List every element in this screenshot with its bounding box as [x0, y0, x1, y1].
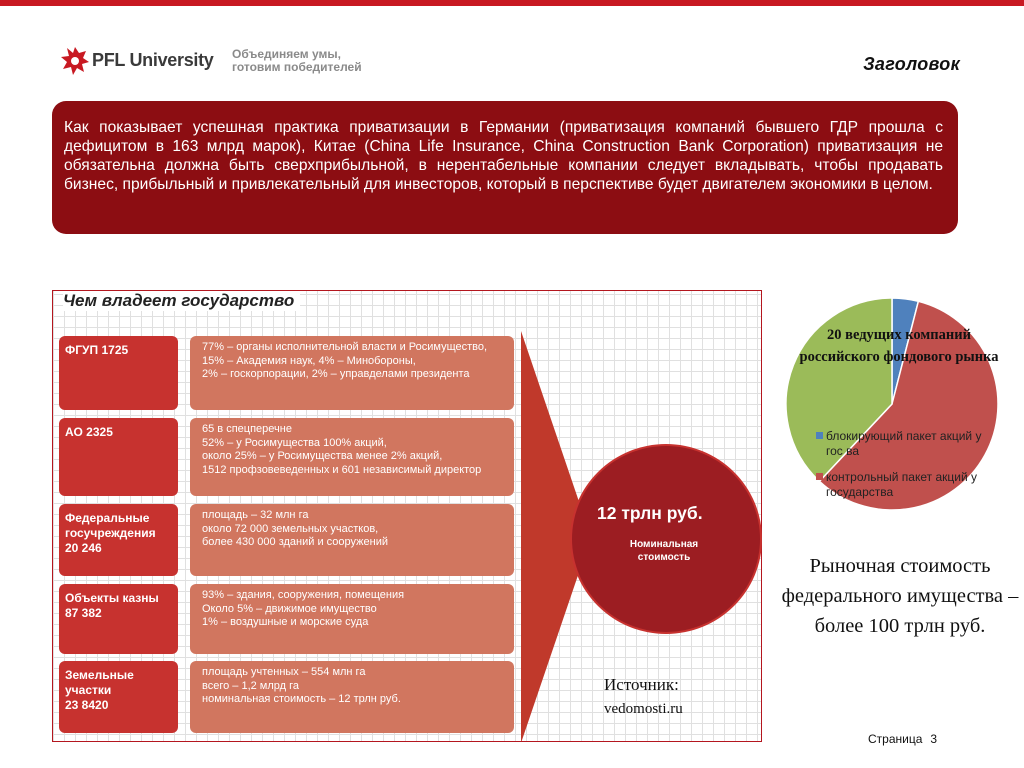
- legend-swatch: [816, 432, 823, 439]
- total-value: 12 трлн руб.: [597, 503, 703, 523]
- asset-detail-line: около 72 000 земельных участков,: [202, 522, 379, 535]
- asset-category: [59, 661, 178, 733]
- asset-details: [190, 661, 514, 733]
- asset-category-line: Федеральные: [65, 511, 150, 525]
- tagline-line: Объединяем умы,: [232, 47, 341, 61]
- page-number-value: 3: [930, 732, 938, 746]
- tagline: [232, 48, 362, 74]
- asset-details: [190, 504, 514, 576]
- asset-details: [190, 584, 514, 654]
- total-value-label-line: стоимость: [637, 552, 691, 563]
- asset-detail-line: 2% – госкорпорации, 2% – управделами президента: [202, 368, 470, 380]
- griffin-logo-icon: [60, 45, 90, 77]
- asset-category-line: Земельные: [65, 668, 134, 682]
- asset-detail-line: около 25% – у Росимущества менее 2% акций,: [202, 450, 443, 462]
- pie-title: 20 ведущих компаний российского фондового рынка: [799, 327, 999, 365]
- total-value-label: [606, 538, 722, 564]
- asset-category: [59, 418, 178, 496]
- infographic-title: Чем владеет государство: [63, 291, 300, 311]
- legend-item: [816, 470, 991, 500]
- asset-detail-line: 65 в спецперечне: [202, 423, 292, 435]
- legend-label: блокирующий пакет акций у гос ва: [826, 429, 982, 458]
- asset-detail-line: более 430 000 зданий и сооружений: [202, 536, 388, 548]
- asset-detail-line: 15% – Академия наук, 4% – Минобороны,: [202, 354, 416, 367]
- summary-text: Как показывает успешная практика приватизации в Германии (приватизация компаний бывшего ГДР прошла с дефицитом в 163 млрд марок), Китае (China Life Insurance, China Construction Bank Corporation) приватизация не обязательна должна быть сверхприбыльной, в нерентабельные компании следует вкладывать, чтобы продавать бизнес, прибыльный и привлекательный для инвесторов, который в перспективе будет двигателем экономики в целом.: [64, 119, 943, 193]
- asset-details: [190, 418, 514, 496]
- pfl-logo[interactable]: [60, 45, 220, 79]
- tagline-line: готовим победителей: [232, 60, 362, 74]
- source-link[interactable]: vedomosti.ru: [604, 701, 683, 717]
- asset-detail-line: 52% – у Росимущества 100% акций,: [202, 436, 387, 449]
- asset-detail-line: 1% – воздушные и морские суда: [202, 616, 369, 628]
- asset-category: [59, 336, 178, 410]
- asset-detail-line: 1512 профзовеведенных и 601 независимый директор: [202, 463, 482, 476]
- asset-category-line: ФГУП 1725: [65, 343, 129, 357]
- asset-category-line: АО 2325: [65, 425, 113, 439]
- asset-category-line: Объекты казны: [65, 591, 159, 605]
- asset-detail-line: номинальная стоимость – 12 трлн руб.: [202, 693, 401, 705]
- asset-category-line: 20 246: [65, 541, 102, 555]
- asset-category: [59, 504, 178, 576]
- legend-swatch: [816, 473, 823, 480]
- asset-detail-line: Около 5% – движимое имущество: [202, 602, 377, 615]
- legend-item: [816, 429, 991, 459]
- pie-legend: [816, 429, 991, 511]
- top-accent-bar: [0, 0, 1024, 6]
- brand-name: PFL University: [92, 50, 214, 70]
- asset-category-line: участки: [65, 683, 112, 697]
- asset-detail-line: площадь учтенных – 554 млн га: [202, 666, 366, 678]
- asset-detail-line: всего – 1,2 млрд га: [202, 679, 300, 692]
- page-number: [868, 732, 937, 746]
- asset-detail-line: 77% – органы исполнительной власти и Росимущество,: [202, 341, 488, 353]
- source-label: Источник:: [604, 675, 679, 694]
- total-value-label-line: Номинальная: [629, 539, 699, 550]
- asset-detail-line: площадь – 32 млн га: [202, 509, 309, 521]
- asset-details: [190, 336, 514, 410]
- asset-category-line: госучреждения: [65, 526, 156, 540]
- asset-category-line: 23 8420: [65, 698, 109, 712]
- page-label: Страница: [868, 732, 923, 746]
- market-value-note: Рыночная стоимость федерального имущества – более 100 трлн руб.: [781, 555, 1019, 637]
- asset-category: [59, 584, 178, 654]
- legend-label: контрольный пакет акций у государства: [826, 470, 978, 499]
- asset-category-line: 87 382: [65, 606, 102, 620]
- asset-detail-line: 93% – здания, сооружения, помещения: [202, 589, 405, 601]
- page-title: Заголовок: [863, 54, 960, 74]
